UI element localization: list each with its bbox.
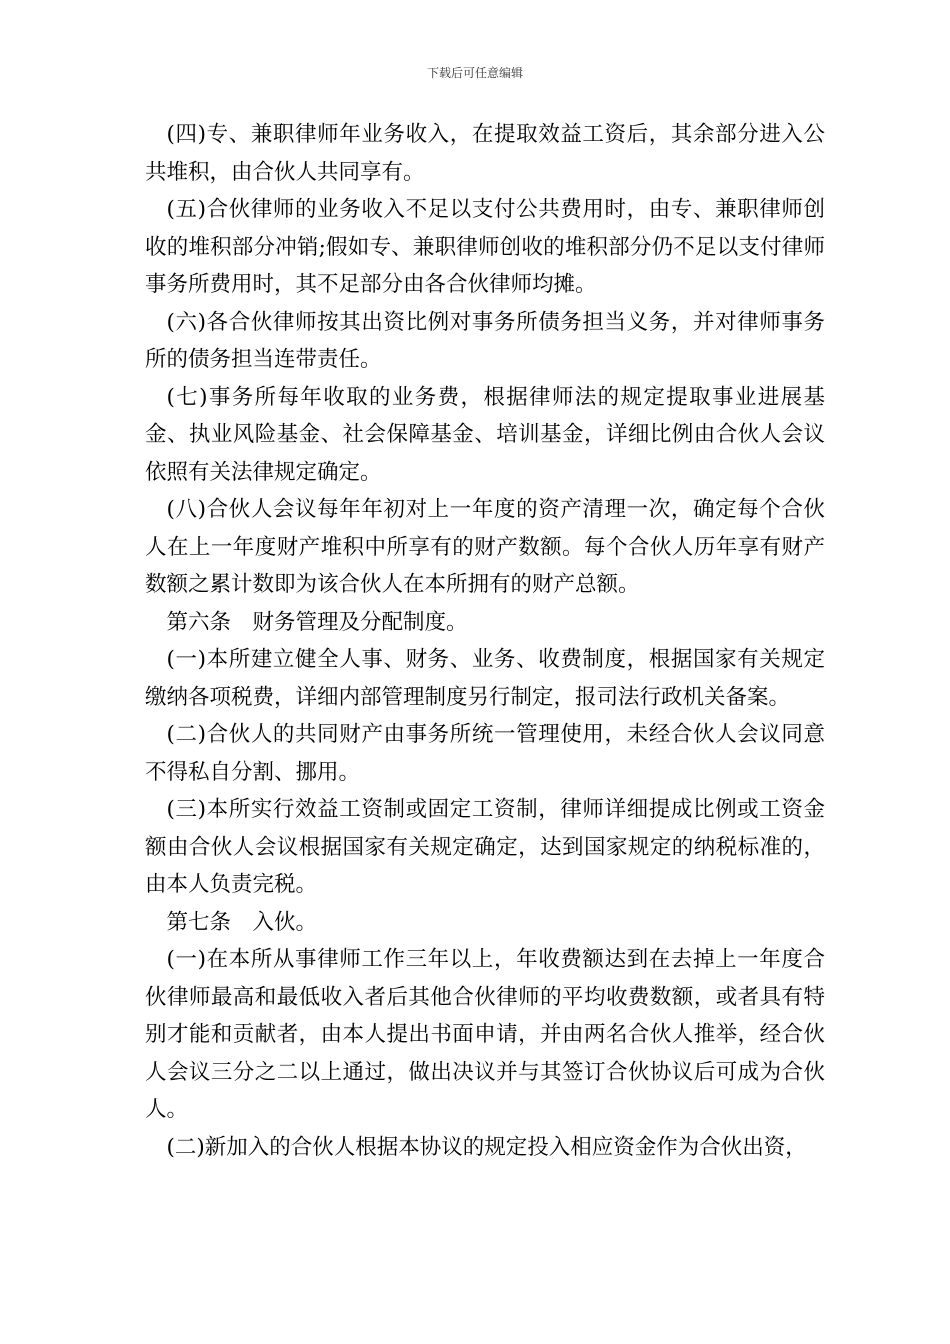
paragraph-6: (六)各合伙律师按其出资比例对事务所债务担当义务，并对律师事务所的债务担当连带责任。 [145,309,825,372]
article-6-item-1: (一)本所建立健全人事、财务、业务、收费制度，根据国家有关规定缴纳各项税费，详细内部管理制度另行制定，报司法行政机关备案。 [145,647,825,710]
paragraph-4: (四)专、兼职律师年业务收入，在提取效益工资后，其余部分进入公共堆积，由合伙人共同享有。 [145,122,825,185]
paragraph-5: (五)合伙律师的业务收入不足以支付公共费用时，由专、兼职律师创收的堆积部分冲销;假如专、兼职律师创收的堆积部分仍不足以支付律师事务所费用时，其不足部分由各合伙律师均摊。 [145,197,825,297]
paragraph-8: (八)合伙人会议每年年初对上一年度的资产清理一次，确定每个合伙人在上一年度财产堆积中所享有的财产数额。每个合伙人历年享有财产数额之累计数即为该合伙人在本所拥有的财产总额。 [145,497,825,597]
article-6-heading: 第六条 财务管理及分配制度。 [166,609,468,635]
paragraph-7: (七)事务所每年收取的业务费，根据律师法的规定提取事业进展基金、执业风险基金、社会保障基金、培训基金，详细比例由合伙人会议依照有关法律规定确定。 [145,384,825,485]
article-7-item-2: (二)新加入的合伙人根据本协议的规定投入相应资金作为合伙出资， [166,1134,807,1160]
article-6-item-2: (二)合伙人的共同财产由事务所统一管理使用，未经合伙人会议同意不得私自分割、挪用。 [145,722,825,785]
article-6-item-3: (三)本所实行效益工资制或固定工资制，律师详细提成比例或工资金额由合伙人会议根据国家有关规定确定，达到国家规定的纳税标准的，由本人负责完税。 [145,797,825,897]
page-header: 下载后可任意编辑 [426,66,523,80]
document-body [145,116,825,1166]
article-7-item-1: (一)在本所从事律师工作三年以上，年收费额达到在去掉上一年度合伙律师最高和最低收入者后其他合伙律师的平均收费数额，或者具有特别才能和贡献者，由本人提出书面申请，并由两名合伙人推举，经合伙人会议三分之二以上通过，做出决议并与其签订合伙协议后可成为合伙人。 [145,947,825,1122]
article-7-heading: 第七条 入伙。 [166,909,318,935]
